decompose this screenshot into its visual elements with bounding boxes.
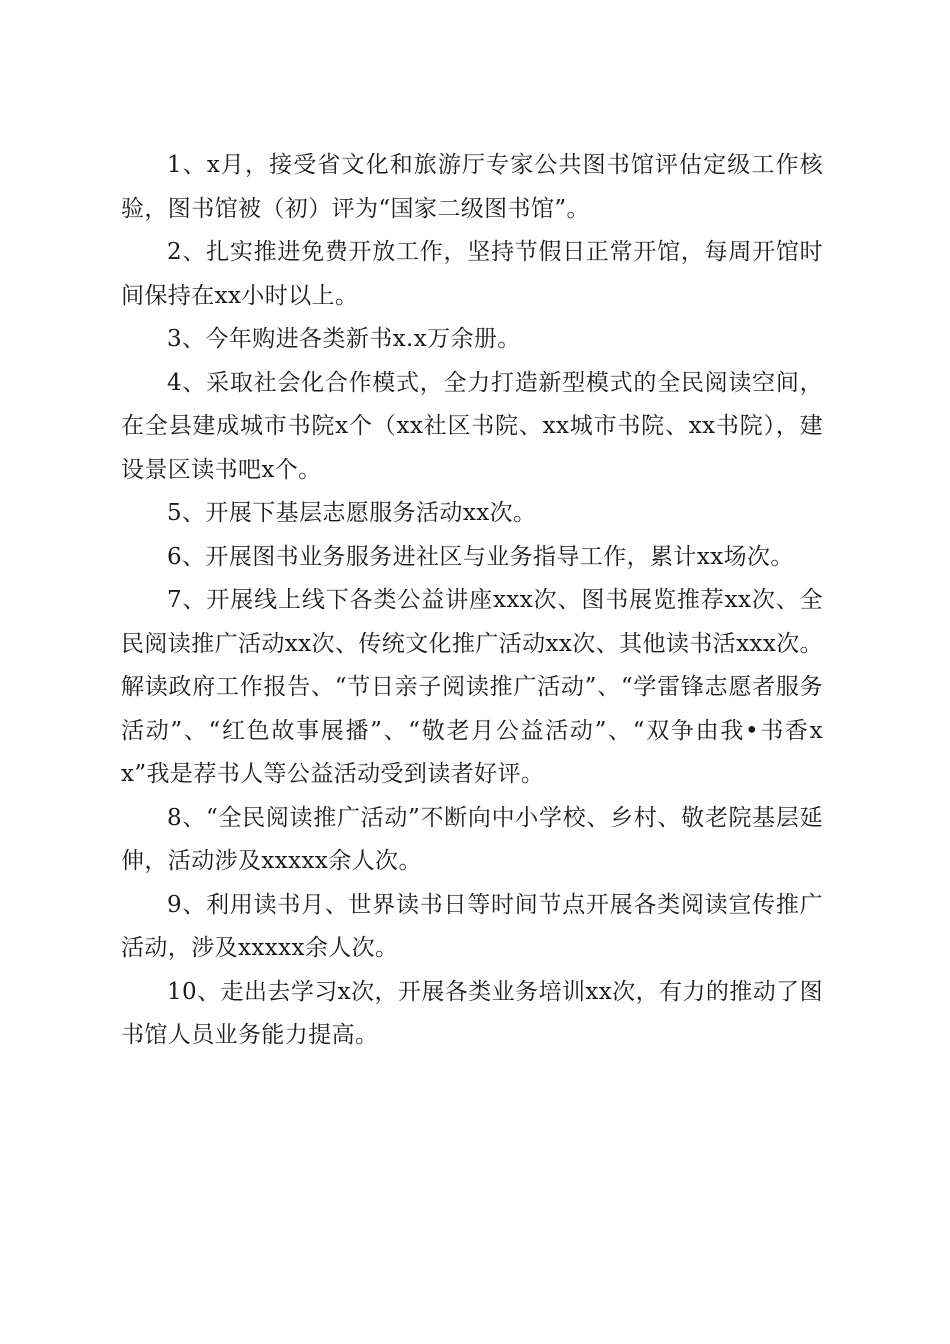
paragraph-10: 10、走出去学习x次，开展各类业务培训xx次，有力的推动了图书馆人员业务能力提高。 xyxy=(121,978,823,1048)
paragraph-6: 6、开展图书业务服务进社区与业务指导工作，累计xx场次。 xyxy=(167,543,794,570)
paragraph-7: 7、开展线上线下各类公益讲座xxx次、图书展览推荐xx次、全民阅读推广活动xx次、传统文化推广活动xx次、其他读书活xxx次。解读政府工作报告、“节日亲子阅读推广活动”、“学雷锋志愿者服务活动”、“红色故事展播”、“敬老月公益活动”、“双争由我•书香xx”我是荐书人等公益活动受到读者好评。 xyxy=(121,587,823,787)
paragraph-1: 1、x月，接受省文化和旅游厅专家公共图书馆评估定级工作核验，图书馆被（初）评为“国家二级图书馆”。 xyxy=(121,152,823,222)
paragraph-3: 3、今年购进各类新书x.x万余册。 xyxy=(167,326,521,352)
paragraph-8: 8、“全民阅读推广活动”不断向中小学校、乡村、敬老院基层延伸，活动涉及xxxxx余人次。 xyxy=(121,804,823,874)
paragraph-4: 4、采取社会化合作模式，全力打造新型模式的全民阅读空间，在全县建成城市书院x个（xx社区书院、xx城市书院、xx书院），建设景区读书吧x个。 xyxy=(121,369,823,483)
paragraph-9: 9、利用读书月、世界读书日等时间节点开展各类阅读宣传推广活动，涉及xxxxx余人次。 xyxy=(121,891,823,961)
paragraph-2: 2、扎实推进免费开放工作，坚持节假日正常开馆，每周开馆时间保持在xx小时以上。 xyxy=(121,239,823,309)
paragraph-5: 5、开展下基层志愿服务活动xx次。 xyxy=(167,500,537,526)
document-body xyxy=(121,144,823,1058)
